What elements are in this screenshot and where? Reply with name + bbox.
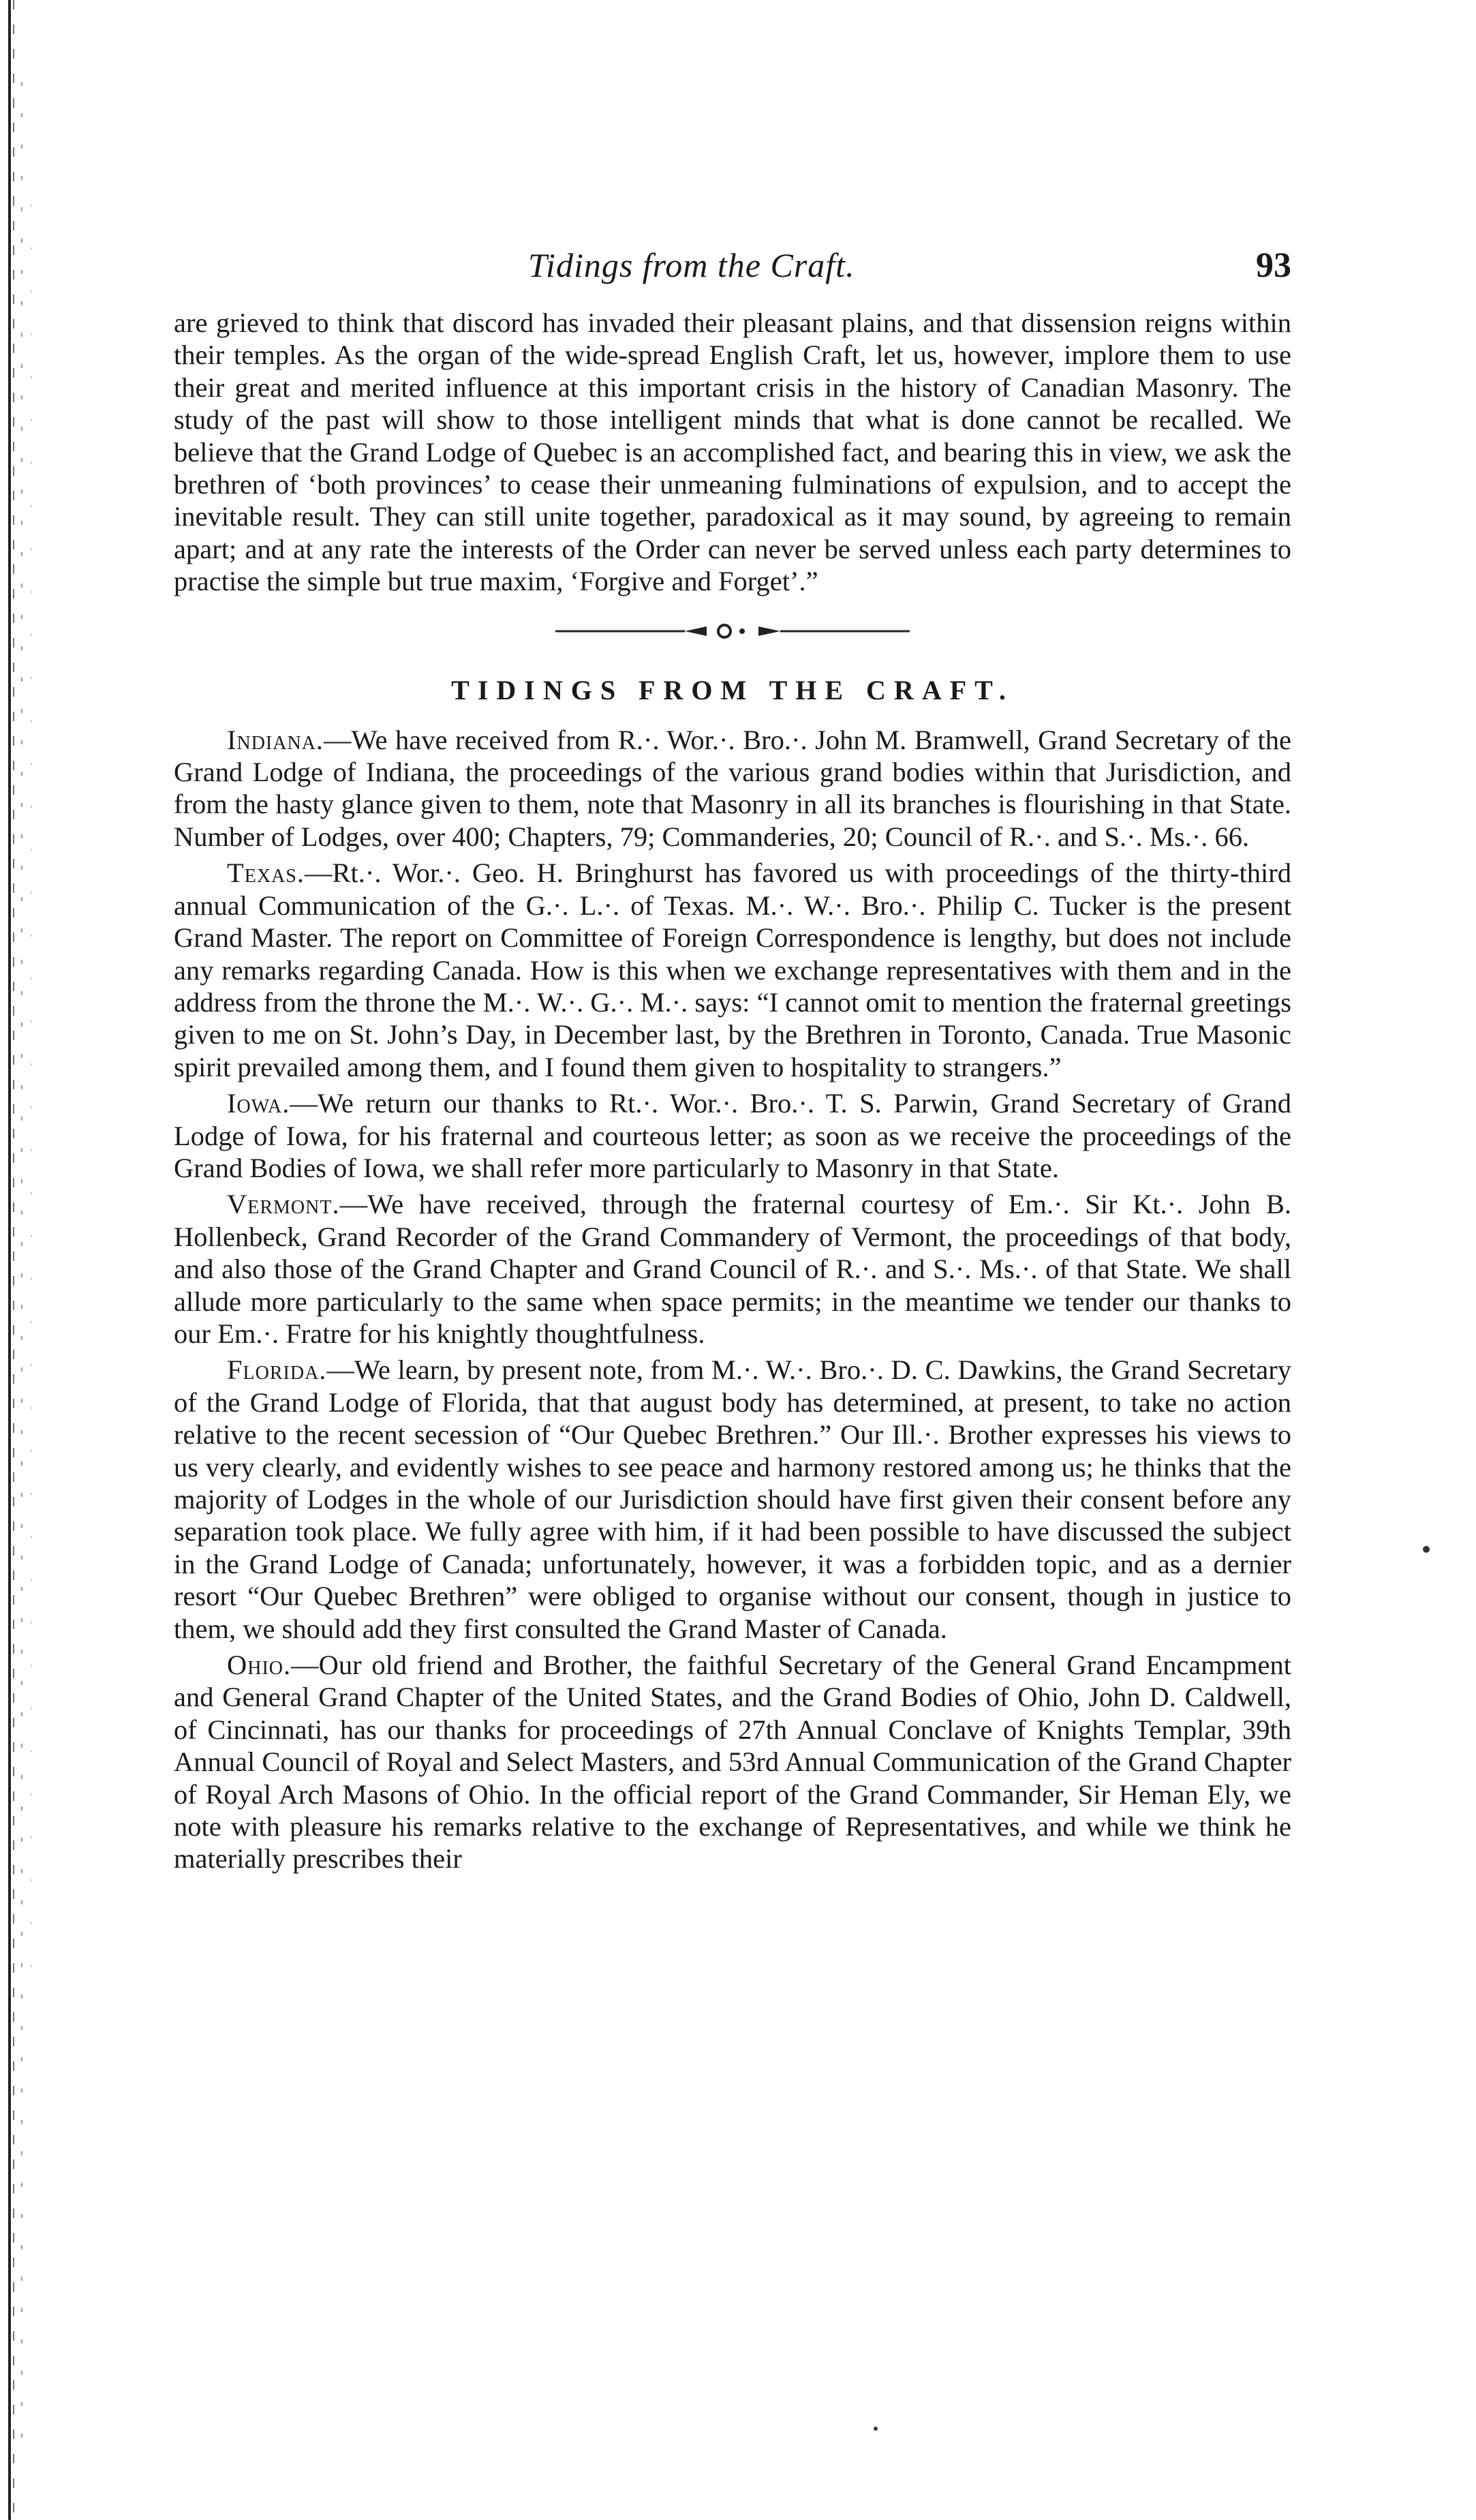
entry-text: —We have received from R.·. Wor.·. Bro.·. John M. Bramwell, Grand Secretary of the Grand Lodge of Indiana, the proceedings of the various grand bodies within that Jurisdiction, and from the hasty glance given to them, note that Masonry in all its branches is flourishing in that State. Number of Lodges, over 400; Chapters, 79; Commanderies, 20; Council of R.·. and S.·. Ms.·. 66.: [174, 724, 1291, 852]
entry-text: —We have received, through the fraternal courtesy of Em.·. Sir Kt.·. John B. Hollenbeck, Grand Recorder of the Grand Commandery of Vermont, the proceedings of that body, and also those of the Grand Chapter and Grand Council of R.·. and S.·. Ms.·. of that State. We shall allude more particularly to the same when space permits; in the meantime we tender our thanks to our Em.·. Fratre for his knightly thoughtfulness.: [174, 1189, 1291, 1349]
entry-florida: [174, 1354, 1291, 1645]
entry-text: —Rt.·. Wor.·. Geo. H. Bringhurst has favored us with proceedings of the thirty-third annual Communication of the G.·. L.·. of Texas. M.·. W.·. Bro.·. Philip C. Tucker is the present Grand Master. The report on Committee of Foreign Correspondence is lengthy, but does not include any remarks regarding Canada. How is this when we exchange representatives with them and in the address from the throne the M.·. W.·. G.·. M.·. says: “I cannot omit to mention the fraternal greetings given to me on St. John’s Day, in December last, by the Brethren in Toronto, Canada. True Masonic spirit prevailed among them, and I found them given to hospitality to strangers.”: [174, 857, 1291, 1082]
entry-lead: Ohio.: [227, 1650, 292, 1681]
entry-text: —We return our thanks to Rt.·. Wor.·. Bro.·. T. S. Parwin, Grand Secretary of Grand Lodge of Iowa, for his fraternal and courteous letter; as soon as we receive the proceedings of the Grand Bodies of Iowa, we shall refer more particularly to Masonry in that State.: [174, 1088, 1291, 1183]
entry-indiana: [174, 724, 1291, 853]
page-number: 93: [1256, 246, 1291, 285]
entry-lead: Iowa.: [227, 1088, 290, 1119]
entry-lead: Indiana.: [227, 724, 324, 755]
section-title: TIDINGS FROM THE CRAFT.: [451, 674, 1014, 705]
entry-texas: [174, 857, 1291, 1083]
entry-text: —We learn, by present note, from M.·. W.·. Bro.·. D. C. Dawkins, the Grand Secretary of the Grand Lodge of Florida, that that august body has determined, at present, to take no action relative to the recent secession of “Our Quebec Brethren.” Our Ill.·. Brother expresses his views to us very clearly, and evidently wishes to see peace and harmony restored among us; he thinks that the majority of Lodges in the whole of our Jurisdiction should have first given their consent before any separation took place. We fully agree with him, if it had been possible to have discussed the subject in the Grand Lodge of Canada; unfortunately, however, it was a forbidden topic, and as a dernier resort “Our Quebec Brethren” were obliged to organise without our consent, though in justice to them, we should add they first consulted the Grand Master of Canada.: [174, 1354, 1291, 1644]
intro-paragraph: are grieved to think that discord has invaded their pleasant plains, and that dissension reigns within their temples. As the organ of the wide-spread English Craft, let us, however, implore them to use their great and merited influence at this important crisis in the history of Canadian Masonry. The study of the past will show to those intelligent minds that what is done cannot be recalled. We believe that the Grand Lodge of Quebec is an accomplished fact, and bearing this in view, we ask the brethren of ‘both provinces’ to cease their unmeaning fulminations of expulsion, and to accept the inevitable result. They can still unite together, paradoxical as it may sound, by agreeing to remain apart; and at any rate the interests of the Order can never be served unless each party determines to practise the simple but true maxim, ‘Forgive and Forget’.”: [174, 307, 1291, 597]
ornamental-divider: [555, 621, 910, 641]
entry-lead: Vermont.: [227, 1189, 340, 1220]
print-speck: [874, 2427, 878, 2431]
running-head: [174, 245, 1291, 307]
running-head-title: Tidings from the Craft.: [528, 246, 855, 284]
entry-text: —Our old friend and Brother, the faithful Secretary of the General Grand Encampment and General Grand Chapter of the United States, and the Grand Bodies of Ohio, John D. Caldwell, of Cincinnati, has our thanks for proceedings of 27th Annual Conclave of Knights Templar, 39th Annual Council of Royal and Select Masters, and 53rd Annual Communication of the Grand Chapter of Royal Arch Masons of Ohio. In the official report of the Grand Commander, Sir Heman Ely, we note with pleasure his remarks relative to the exchange of Representatives, and while we think he materially prescribes their: [174, 1650, 1291, 1874]
page-content: [174, 245, 1291, 1875]
page-binding-edge: [0, 0, 61, 2520]
entry-lead: Florida.: [227, 1354, 327, 1386]
entry-iowa: [174, 1087, 1291, 1184]
entry-vermont: [174, 1188, 1291, 1350]
print-speck: [1423, 1546, 1430, 1553]
entry-ohio: [174, 1649, 1291, 1875]
entry-lead: Texas.: [227, 857, 305, 889]
